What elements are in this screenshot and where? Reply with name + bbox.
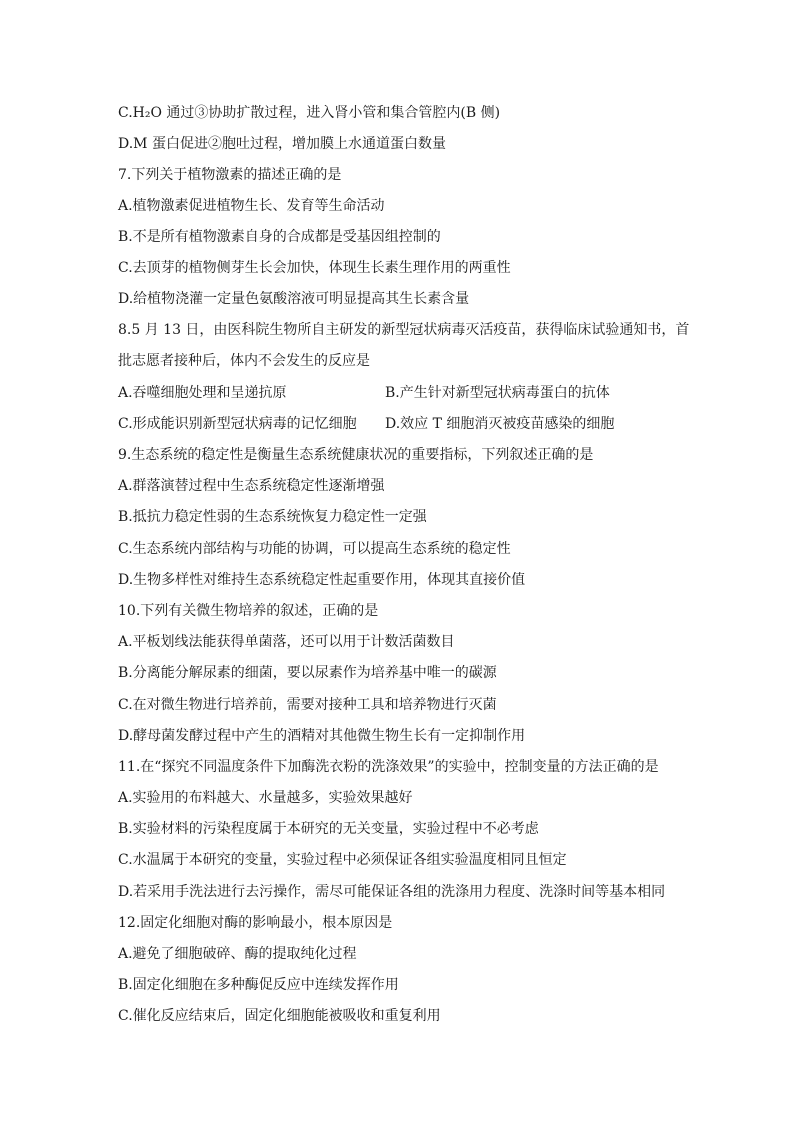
q9-option-d: D.生物多样性对维持生态系统稳定性起重要作用，体现其直接价值 [118, 572, 526, 588]
q8-option-a: A.吞噬细胞处理和呈递抗原 [118, 385, 287, 401]
q9-option-c: C.生态系统内部结构与功能的协调，可以提高生态系统的稳定性 [118, 541, 511, 557]
q7-option-a: A.植物激素促进植物生长、发育等生命活动 [118, 198, 385, 214]
q12-option-a: A.避免了细胞破碎、酶的提取纯化过程 [118, 946, 357, 962]
q11-option-a: A.实验用的布料越大、水量越多，实验效果越好 [118, 790, 413, 806]
q11-option-c: C.水温属于本研究的变量，实验过程中必须保证各组实验温度相同且恒定 [118, 852, 567, 868]
question-8-line-1: 8.5 月 13 日，由医科院生物所自主研发的新型冠状病毒灭活疫苗，获得临床试验通知书，首 [118, 322, 690, 338]
question-7: 7.下列关于植物激素的描述正确的是 [118, 167, 342, 183]
q12-option-c: C.催化反应结束后，固定化细胞能被吸收和重复利用 [118, 1008, 441, 1024]
q9-option-a: A.群落演替过程中生态系统稳定性逐渐增强 [118, 478, 385, 494]
q10-option-a: A.平板划线法能获得单菌落，还可以用于计数活菌数目 [118, 634, 455, 650]
q8-row-2 [118, 414, 615, 434]
q7-option-d: D.给植物浇灌一定量色氨酸溶液可明显提高其生长素含量 [118, 291, 470, 307]
q6-option-d: D.M 蛋白促进②胞吐过程，增加膜上水通道蛋白数量 [118, 136, 446, 152]
question-11: 11.在“探究不同温度条件下加酶洗衣粉的洗涤效果”的实验中，控制变量的方法正确的是 [118, 759, 659, 775]
q12-option-b: B.固定化细胞在多种酶促反应中连续发挥作用 [118, 977, 399, 993]
q10-option-d: D.酵母菌发酵过程中产生的酒精对其他微生物生长有一定抑制作用 [118, 728, 526, 744]
question-9: 9.生态系统的稳定性是衡量生态系统健康状况的重要指标，下列叙述正确的是 [118, 447, 594, 463]
q7-option-c: C.去顶芽的植物侧芽生长会加快，体现生长素生理作用的两重性 [118, 260, 511, 276]
q8-option-d: D.效应 T 细胞消灭被疫苗感染的细胞 [385, 416, 615, 432]
q10-option-c: C.在对微生物进行培养前，需要对接种工具和培养物进行灭菌 [118, 697, 497, 713]
q8-row-1 [118, 383, 610, 403]
q11-option-b: B.实验材料的污染程度属于本研究的无关变量，实验过程中不必考虑 [118, 821, 539, 837]
q8-option-b: B.产生针对新型冠状病毒蛋白的抗体 [385, 385, 610, 401]
q11-option-d: D.若采用手洗法进行去污操作，需尽可能保证各组的洗涤用力程度、洗涤时间等基本相同 [118, 884, 666, 900]
q6-option-c: C.H₂O 通过③协助扩散过程，进入肾小管和集合管腔内(B 侧) [118, 105, 501, 121]
q10-option-b: B.分离能分解尿素的细菌，要以尿素作为培养基中唯一的碳源 [118, 665, 497, 681]
q9-option-b: B.抵抗力稳定性弱的生态系统恢复力稳定性一定强 [118, 509, 427, 525]
question-12: 12.固定化细胞对酶的影响最小，根本原因是 [118, 915, 393, 931]
q7-option-b: B.不是所有植物激素自身的合成都是受基因组控制的 [118, 229, 441, 245]
question-10: 10.下列有关微生物培养的叙述，正确的是 [118, 603, 379, 619]
q8-option-c: C.形成能识别新型冠状病毒的记忆细胞 [118, 416, 357, 432]
question-8-line-2: 批志愿者接种后，体内不会发生的反应是 [118, 353, 370, 369]
